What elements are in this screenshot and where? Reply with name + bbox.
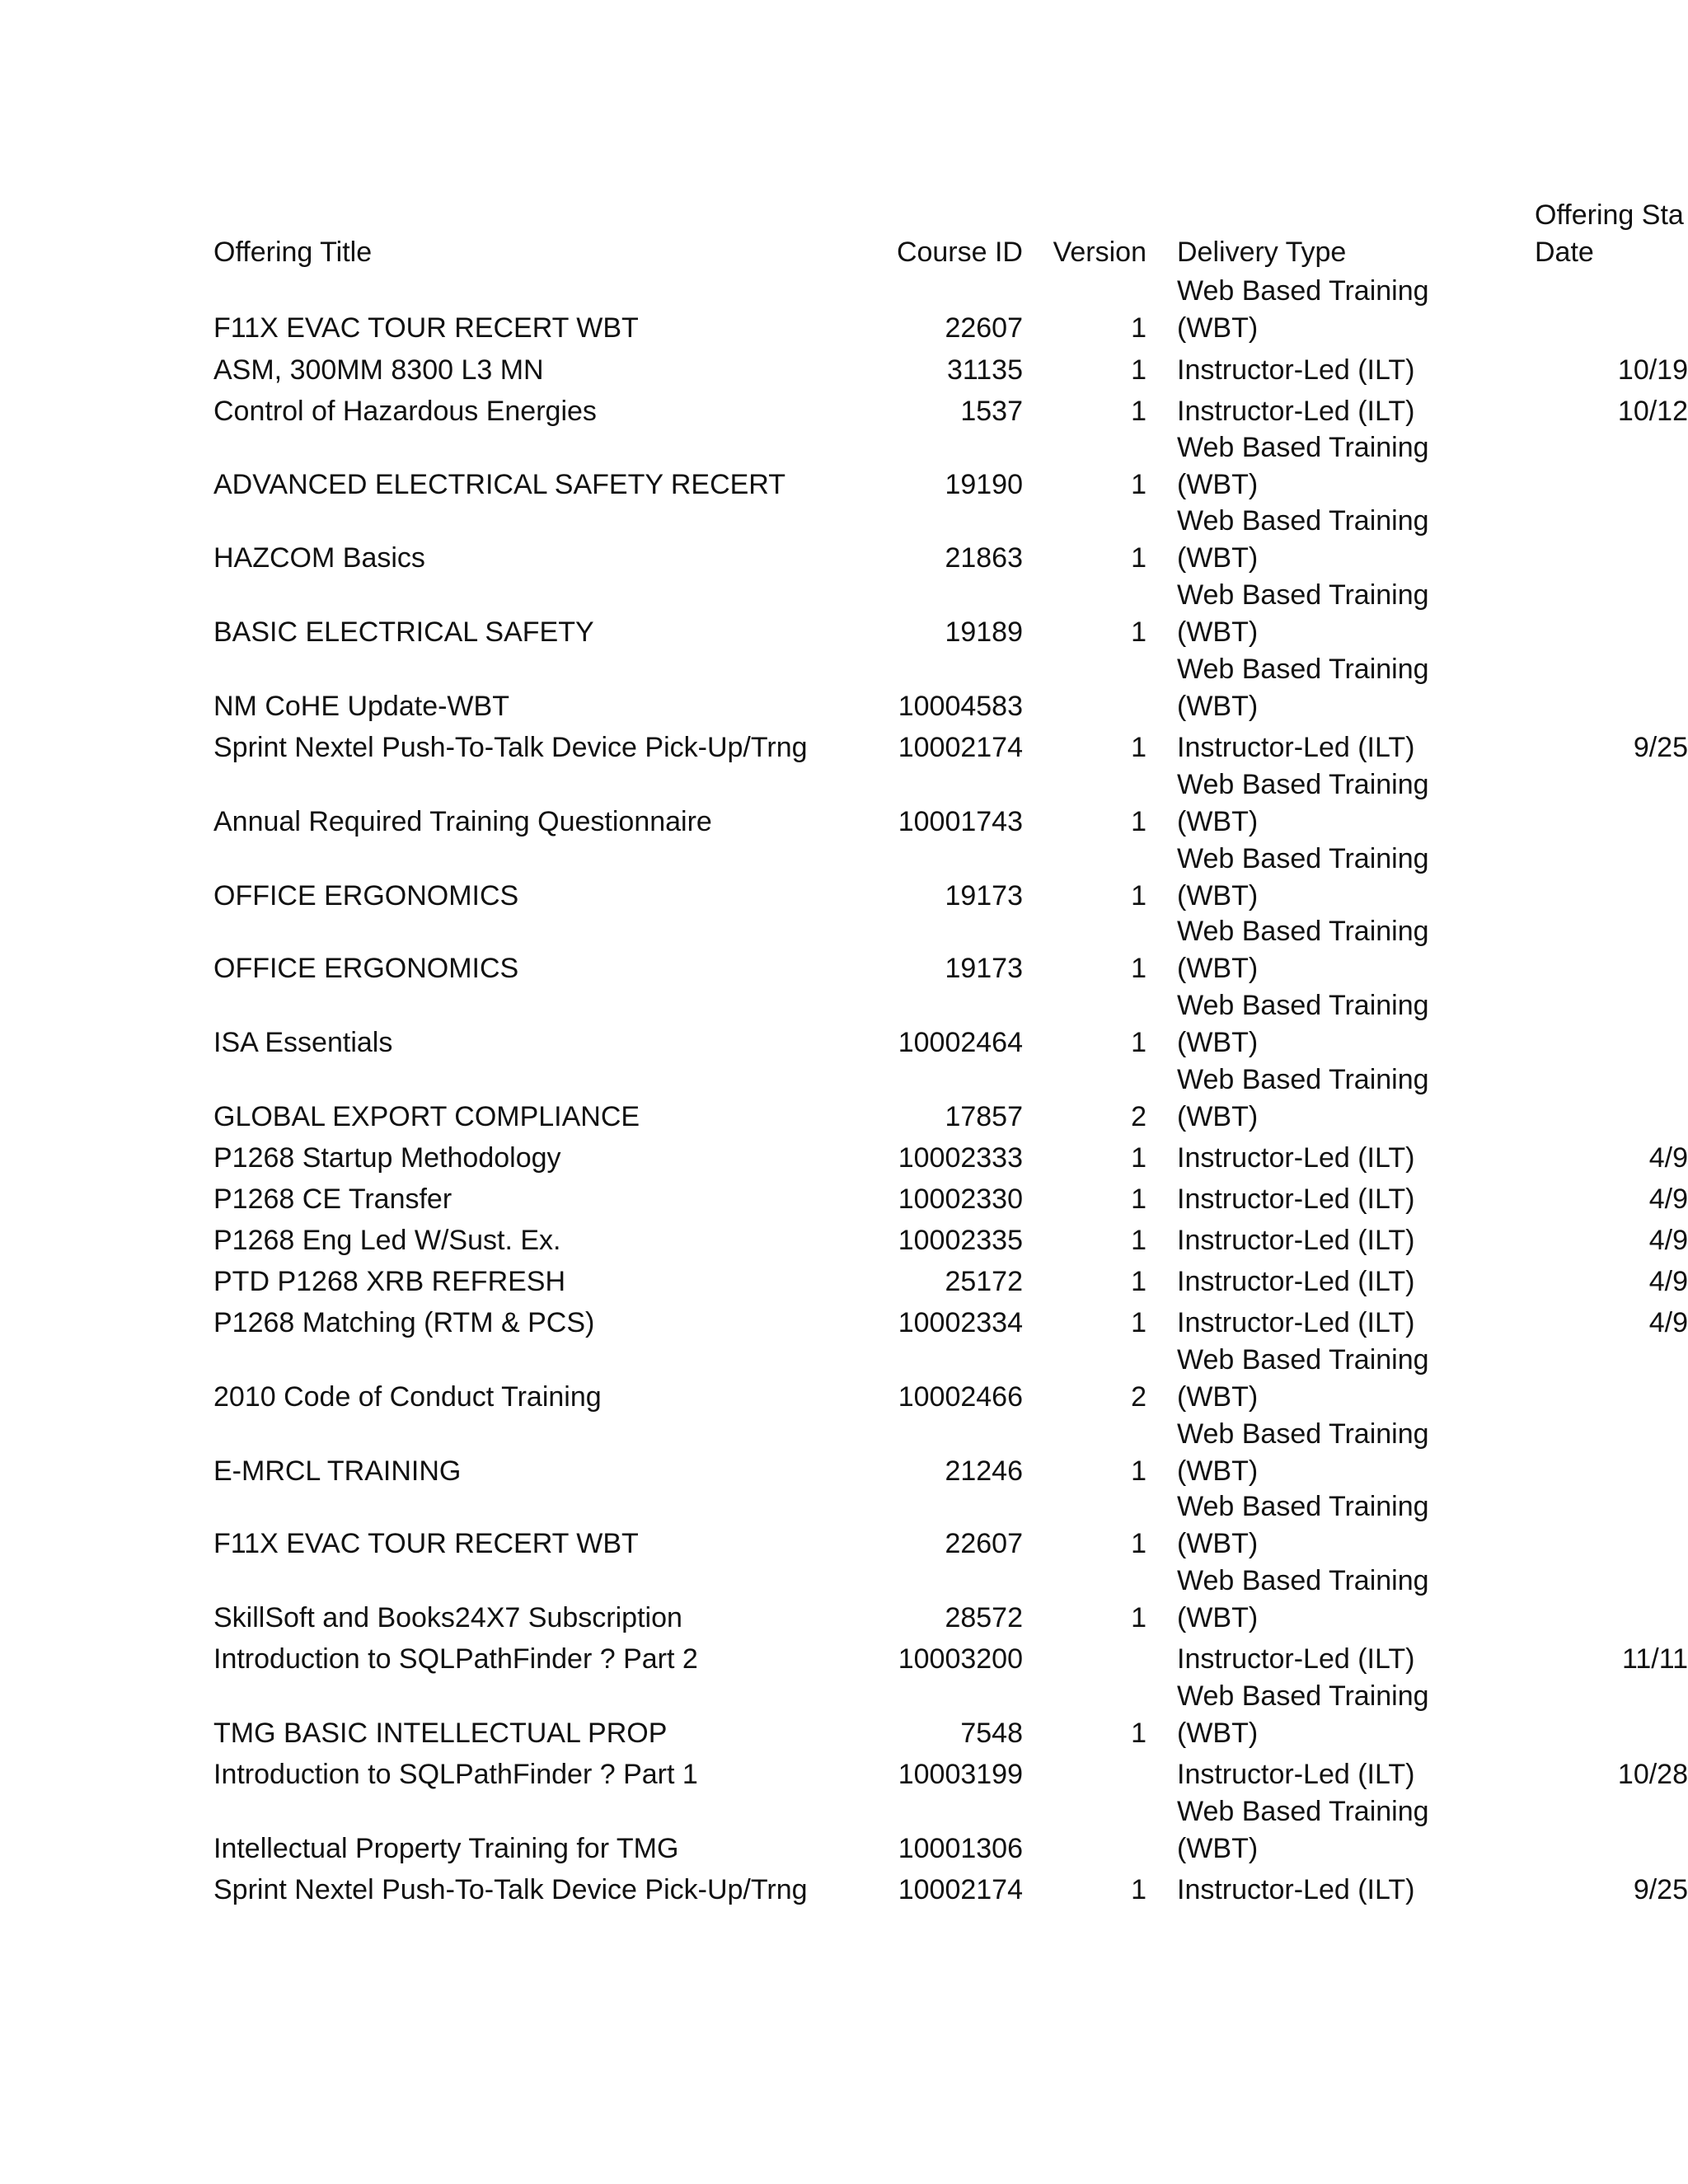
row-start-date: 11/11 xyxy=(1621,1643,1688,1675)
row-offering-title: Sprint Nextel Push-To-Talk Device Pick-Up/Trng xyxy=(213,1874,808,1905)
row-start-date: 4/9 xyxy=(1648,1307,1688,1338)
row-offering-title: P1268 Eng Led W/Sust. Ex. xyxy=(213,1225,561,1256)
row-version: 1 xyxy=(1131,1528,1146,1559)
row-offering-title: F11X EVAC TOUR RECERT WBT xyxy=(213,312,639,344)
row-delivery-type-line2: (WBT) xyxy=(1177,1455,1259,1487)
row-offering-title: TMG BASIC INTELLECTUAL PROP xyxy=(213,1718,668,1749)
header-version: Version xyxy=(1053,237,1146,268)
row-delivery-type-line1: Web Based Training xyxy=(1177,1344,1429,1376)
row-version: 1 xyxy=(1131,1266,1146,1297)
row-delivery-type-line1: Web Based Training xyxy=(1177,843,1429,874)
row-version: 2 xyxy=(1131,1381,1146,1413)
row-course-id: 25172 xyxy=(945,1266,1023,1297)
row-start-date: 4/9 xyxy=(1648,1142,1688,1174)
row-version: 1 xyxy=(1131,1225,1146,1256)
row-offering-title: Introduction to SQLPathFinder ? Part 1 xyxy=(213,1759,698,1790)
header-offering-start-line1: Offering Sta xyxy=(1535,199,1684,231)
row-delivery-type-line2: Instructor-Led (ILT) xyxy=(1177,1307,1415,1338)
row-offering-title: Annual Required Training Questionnaire xyxy=(213,806,712,837)
row-version: 1 xyxy=(1131,732,1146,763)
row-course-id: 19173 xyxy=(945,953,1023,984)
row-version: 1 xyxy=(1131,616,1146,648)
row-offering-title: SkillSoft and Books24X7 Subscription xyxy=(213,1602,682,1633)
row-version: 1 xyxy=(1131,1874,1146,1905)
row-delivery-type-line2: Instructor-Led (ILT) xyxy=(1177,1142,1415,1174)
header-course-id: Course ID xyxy=(896,237,1023,268)
row-start-date: 10/19 xyxy=(1617,354,1688,386)
row-version: 1 xyxy=(1131,469,1146,500)
row-version: 1 xyxy=(1131,1183,1146,1215)
row-course-id: 10001743 xyxy=(898,806,1023,837)
row-delivery-type-line1: Web Based Training xyxy=(1177,1680,1429,1712)
row-delivery-type-line2: (WBT) xyxy=(1177,806,1259,837)
row-course-id: 19189 xyxy=(945,616,1023,648)
row-course-id: 10002334 xyxy=(898,1307,1023,1338)
row-course-id: 10003199 xyxy=(898,1759,1023,1790)
row-version: 1 xyxy=(1131,1718,1146,1749)
row-offering-title: E-MRCL TRAINING xyxy=(213,1455,462,1487)
row-offering-title: OFFICE ERGONOMICS xyxy=(213,953,519,984)
row-delivery-type-line2: Instructor-Led (ILT) xyxy=(1177,1183,1415,1215)
row-offering-title: Introduction to SQLPathFinder ? Part 2 xyxy=(213,1643,698,1675)
row-delivery-type-line2: (WBT) xyxy=(1177,469,1259,500)
row-version: 1 xyxy=(1131,880,1146,912)
header-delivery-type: Delivery Type xyxy=(1177,237,1347,268)
row-course-id: 10002333 xyxy=(898,1142,1023,1174)
row-delivery-type-line1: Web Based Training xyxy=(1177,1418,1429,1450)
row-delivery-type-line2: Instructor-Led (ILT) xyxy=(1177,1643,1415,1675)
row-delivery-type-line1: Web Based Training xyxy=(1177,1064,1429,1095)
row-delivery-type-line2: Instructor-Led (ILT) xyxy=(1177,732,1415,763)
row-delivery-type-line2: (WBT) xyxy=(1177,1833,1259,1864)
row-delivery-type-line1: Web Based Training xyxy=(1177,1491,1429,1522)
row-version: 1 xyxy=(1131,1307,1146,1338)
row-delivery-type-line1: Web Based Training xyxy=(1177,769,1429,800)
row-version: 1 xyxy=(1131,312,1146,344)
row-start-date: 4/9 xyxy=(1648,1266,1688,1297)
row-start-date: 4/9 xyxy=(1648,1183,1688,1215)
row-delivery-type-line2: Instructor-Led (ILT) xyxy=(1177,1874,1415,1905)
row-delivery-type-line2: (WBT) xyxy=(1177,1718,1259,1749)
row-offering-title: OFFICE ERGONOMICS xyxy=(213,880,519,912)
row-offering-title: Sprint Nextel Push-To-Talk Device Pick-Up/Trng xyxy=(213,732,808,763)
row-course-id: 22607 xyxy=(945,1528,1023,1559)
row-delivery-type-line2: (WBT) xyxy=(1177,1101,1259,1132)
row-delivery-type-line1: Web Based Training xyxy=(1177,505,1429,537)
row-delivery-type-line1: Web Based Training xyxy=(1177,654,1429,685)
row-course-id: 10002174 xyxy=(898,1874,1023,1905)
row-version: 1 xyxy=(1131,953,1146,984)
row-version: 1 xyxy=(1131,354,1146,386)
row-offering-title: P1268 Matching (RTM & PCS) xyxy=(213,1307,595,1338)
row-offering-title: ASM, 300MM 8300 L3 MN xyxy=(213,354,544,386)
row-offering-title: F11X EVAC TOUR RECERT WBT xyxy=(213,1528,639,1559)
row-version: 1 xyxy=(1131,1142,1146,1174)
row-start-date: 10/28 xyxy=(1617,1759,1688,1790)
row-delivery-type-line2: Instructor-Led (ILT) xyxy=(1177,354,1415,386)
row-version: 1 xyxy=(1131,1027,1146,1058)
row-offering-title: Control of Hazardous Energies xyxy=(213,396,597,427)
row-version: 1 xyxy=(1131,1455,1146,1487)
row-delivery-type-line1: Web Based Training xyxy=(1177,916,1429,947)
row-delivery-type-line1: Web Based Training xyxy=(1177,579,1429,611)
row-delivery-type-line2: Instructor-Led (ILT) xyxy=(1177,1266,1415,1297)
row-delivery-type-line2: (WBT) xyxy=(1177,1602,1259,1633)
row-offering-title: ADVANCED ELECTRICAL SAFETY RECERT xyxy=(213,469,786,500)
header-offering-start-line2: Date xyxy=(1535,237,1594,268)
row-offering-title: P1268 CE Transfer xyxy=(213,1183,452,1215)
row-version: 1 xyxy=(1131,542,1146,574)
row-delivery-type-line2: (WBT) xyxy=(1177,1528,1259,1559)
row-course-id: 10002174 xyxy=(898,732,1023,763)
row-course-id: 7548 xyxy=(960,1718,1023,1749)
row-start-date: 9/25 xyxy=(1633,732,1688,763)
row-course-id: 19190 xyxy=(945,469,1023,500)
row-course-id: 19173 xyxy=(945,880,1023,912)
row-delivery-type-line2: (WBT) xyxy=(1177,953,1259,984)
row-course-id: 10002330 xyxy=(898,1183,1023,1215)
row-offering-title: 2010 Code of Conduct Training xyxy=(213,1381,602,1413)
row-delivery-type-line1: Web Based Training xyxy=(1177,1565,1429,1596)
row-version: 2 xyxy=(1131,1101,1146,1132)
row-offering-title: GLOBAL EXPORT COMPLIANCE xyxy=(213,1101,640,1132)
row-delivery-type-line2: (WBT) xyxy=(1177,880,1259,912)
row-start-date: 9/25 xyxy=(1633,1874,1688,1905)
row-course-id: 10002466 xyxy=(898,1381,1023,1413)
row-offering-title: ISA Essentials xyxy=(213,1027,393,1058)
row-course-id: 10001306 xyxy=(898,1833,1023,1864)
row-version: 1 xyxy=(1131,1602,1146,1633)
row-delivery-type-line2: (WBT) xyxy=(1177,691,1259,722)
row-course-id: 21246 xyxy=(945,1455,1023,1487)
row-course-id: 21863 xyxy=(945,542,1023,574)
row-delivery-type-line2: (WBT) xyxy=(1177,542,1259,574)
row-delivery-type-line2: (WBT) xyxy=(1177,616,1259,648)
row-version: 1 xyxy=(1131,806,1146,837)
row-course-id: 31135 xyxy=(946,354,1023,386)
row-course-id: 10002335 xyxy=(898,1225,1023,1256)
row-offering-title: P1268 Startup Methodology xyxy=(213,1142,561,1174)
row-delivery-type-line2: (WBT) xyxy=(1177,1027,1259,1058)
row-start-date: 4/9 xyxy=(1648,1225,1688,1256)
row-offering-title: PTD P1268 XRB REFRESH xyxy=(213,1266,566,1297)
row-delivery-type-line2: Instructor-Led (ILT) xyxy=(1177,1759,1415,1790)
row-delivery-type-line1: Web Based Training xyxy=(1177,1796,1429,1827)
row-course-id: 10004583 xyxy=(898,691,1023,722)
row-course-id: 17857 xyxy=(945,1101,1023,1132)
row-offering-title: Intellectual Property Training for TMG xyxy=(213,1833,679,1864)
row-offering-title: NM CoHE Update-WBT xyxy=(213,691,509,722)
row-delivery-type-line1: Web Based Training xyxy=(1177,990,1429,1021)
row-course-id: 1537 xyxy=(960,396,1023,427)
row-course-id: 10002464 xyxy=(898,1027,1023,1058)
header-offering-title: Offering Title xyxy=(213,237,373,268)
row-offering-title: BASIC ELECTRICAL SAFETY xyxy=(213,616,594,648)
row-course-id: 10003200 xyxy=(898,1643,1023,1675)
row-delivery-type-line1: Web Based Training xyxy=(1177,275,1429,307)
row-start-date: 10/12 xyxy=(1617,396,1688,427)
row-delivery-type-line2: (WBT) xyxy=(1177,312,1259,344)
row-offering-title: HAZCOM Basics xyxy=(213,542,425,574)
row-delivery-type-line2: Instructor-Led (ILT) xyxy=(1177,1225,1415,1256)
row-delivery-type-line2: Instructor-Led (ILT) xyxy=(1177,396,1415,427)
row-course-id: 28572 xyxy=(945,1602,1023,1633)
row-delivery-type-line1: Web Based Training xyxy=(1177,432,1429,463)
row-course-id: 22607 xyxy=(945,312,1023,344)
row-version: 1 xyxy=(1131,396,1146,427)
row-delivery-type-line2: (WBT) xyxy=(1177,1381,1259,1413)
